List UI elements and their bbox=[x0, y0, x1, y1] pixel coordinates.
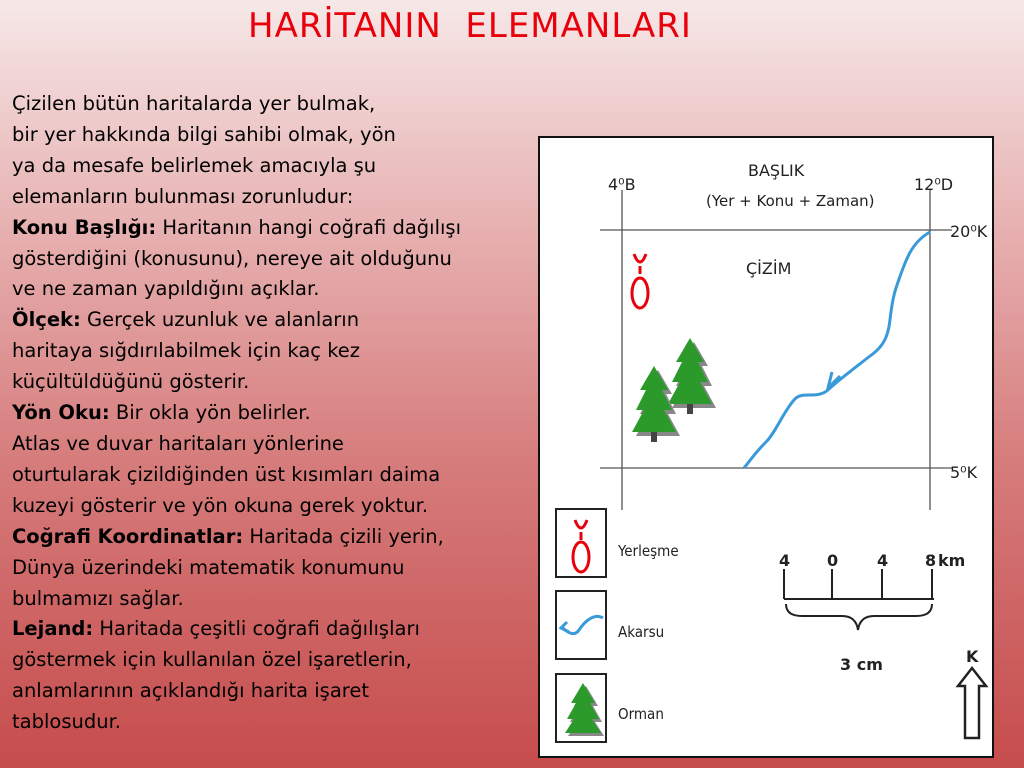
settlement-icon bbox=[632, 254, 648, 308]
drawing-label: ÇİZİM bbox=[746, 259, 792, 278]
konu-term: Konu Başlığı: bbox=[12, 215, 157, 239]
lejand-text: Haritada çeşitli coğrafi dağılışları bbox=[93, 617, 420, 641]
yon-text: Bir okla yön belirler. bbox=[109, 401, 311, 425]
intro-line: Çizilen bütün haritalarda yer bulmak, bbox=[12, 92, 376, 115]
intro-line: bir yer hakkında bilgi sahibi olmak, yön bbox=[12, 122, 396, 146]
olcek-text: haritaya sığdırılabilmek için kaç kez bbox=[12, 339, 361, 363]
map-diagram bbox=[538, 136, 994, 758]
legend-settlement-box bbox=[555, 508, 607, 578]
scale-tick-label: 0 bbox=[827, 551, 839, 570]
olcek-term: Ölçek: bbox=[12, 308, 81, 332]
description-text bbox=[12, 89, 542, 738]
lejand-text: göstermek için kullanılan özel işaretlerin, bbox=[12, 648, 412, 672]
lejand-text: tablosudur. bbox=[12, 710, 122, 734]
legend-forest-label: Orman bbox=[618, 705, 664, 723]
legend-forest-box bbox=[555, 673, 607, 743]
map-heading: BAŞLIK bbox=[748, 161, 805, 180]
yon-text: Atlas ve duvar haritaları yönlerine bbox=[12, 431, 344, 455]
scale-tick-label: 8 bbox=[925, 551, 937, 570]
lejand-text: anlamlarının açıklandığı harita işaret bbox=[12, 679, 369, 703]
north-arrow-icon bbox=[958, 668, 986, 738]
konu-text: Haritanın hangi coğrafi dağılışı bbox=[156, 215, 462, 239]
north-label: K bbox=[966, 647, 979, 666]
forest-icon bbox=[557, 675, 605, 741]
scale-tick-label: 4 bbox=[779, 551, 791, 570]
koord-text: bulmamızı sağlar. bbox=[12, 586, 184, 610]
legend-river-box bbox=[555, 590, 607, 660]
yon-text: kuzeyi gösterir ve yön okuna gerek yoktur. bbox=[12, 493, 429, 517]
yon-term: Yön Oku: bbox=[12, 401, 110, 425]
koord-text: Dünya üzerindeki matematik konumunu bbox=[12, 555, 405, 579]
intro-line: elemanların bulunması zorunludur: bbox=[12, 184, 354, 208]
koord-text: Haritada çizili yerin, bbox=[243, 524, 444, 548]
lat-south-label: 5⁰K bbox=[950, 463, 978, 482]
olcek-text: küçültüldüğünü gösterir. bbox=[12, 370, 250, 394]
scale-brace bbox=[786, 604, 932, 630]
page-title: HARİTANIN ELEMANLARI bbox=[248, 6, 692, 46]
intro-line: ya da mesafe belirlemek amacıyla şu bbox=[12, 153, 377, 177]
konu-text: gösterdiğini (konusunu), nereye ait olduğunu bbox=[12, 246, 452, 270]
scale-length-label: 3 cm bbox=[840, 655, 883, 674]
map-subheading: (Yer + Konu + Zaman) bbox=[706, 192, 875, 210]
koord-term: Coğrafi Koordinatlar: bbox=[12, 524, 244, 548]
lat-north-label: 20⁰K bbox=[950, 222, 988, 241]
river-icon bbox=[557, 592, 605, 658]
scale-unit-label: km bbox=[938, 551, 966, 570]
legend-river-label: Akarsu bbox=[618, 623, 665, 641]
lon-east-label: 12⁰D bbox=[914, 175, 954, 194]
settlement-icon bbox=[557, 510, 605, 576]
lon-west-label: 4⁰B bbox=[608, 175, 636, 194]
forest-icon bbox=[668, 338, 716, 414]
konu-text: ve ne zaman yapıldığını açıklar. bbox=[12, 277, 320, 301]
scale-tick-label: 4 bbox=[877, 551, 889, 570]
lejand-term: Lejand: bbox=[12, 617, 94, 641]
legend-settlement-label: Yerleşme bbox=[618, 542, 679, 560]
map-drawing bbox=[540, 138, 996, 760]
olcek-text: Gerçek uzunluk ve alanların bbox=[80, 308, 360, 332]
yon-text: oturtularak çizildiğinden üst kısımları daima bbox=[12, 462, 441, 486]
